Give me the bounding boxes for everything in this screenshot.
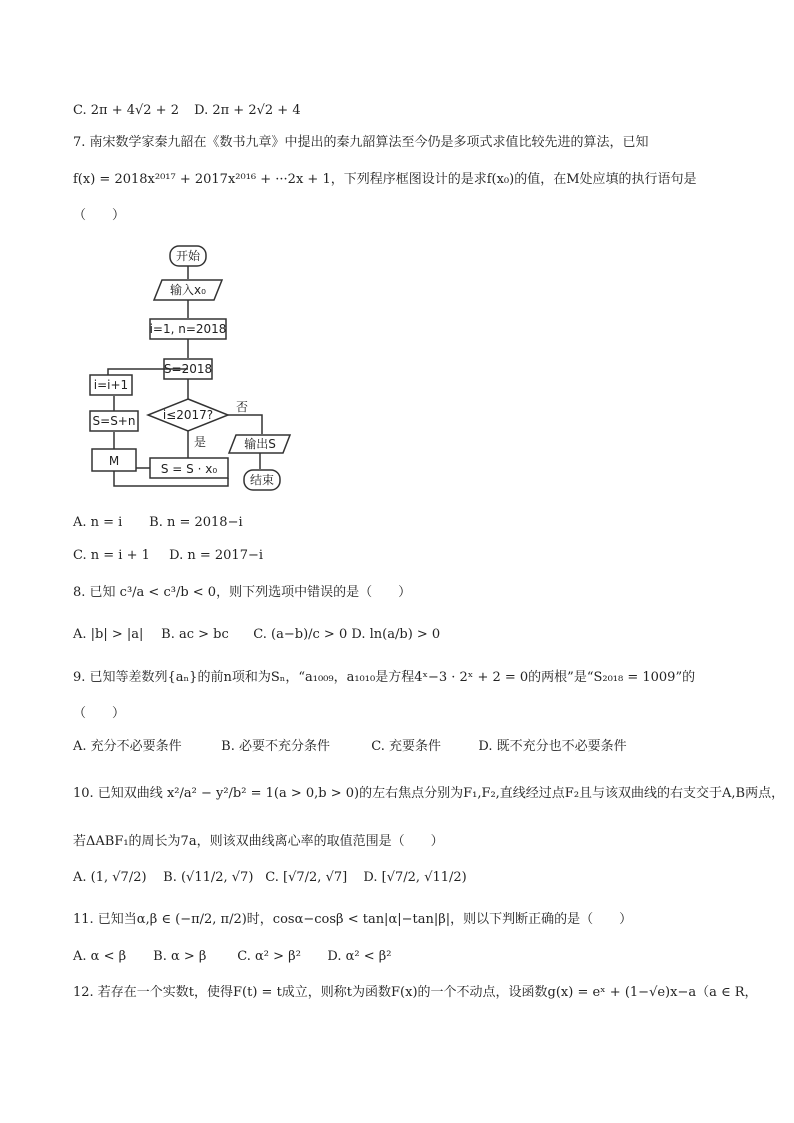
q8-options (73, 625, 440, 645)
q6-option-d: D. 2π + 2√2 + 4 (194, 103, 301, 118)
q6-option-c: C. 2π + 4√2 + 2 (73, 103, 179, 118)
flow-no-label: 否 (235, 400, 249, 414)
q11-stem: 11. 已知当α,β ∈ (−π/2, π/2)时，cosα−cosβ < tan|α|−tan|β|，则以下判断正确的是（ ） (73, 912, 633, 927)
q6-options (73, 101, 301, 121)
flow-condition-text: i≤2017? (162, 408, 214, 422)
flow-end-text: 结束 (249, 473, 275, 487)
q7-stem-line1: 7. 南宋数学家秦九韶在《数书九章》中提出的秦九韶算法至今仍是多项式求值比较先进的算法，已知 (73, 135, 649, 150)
q9-option-a: A. 充分不必要条件 (73, 739, 182, 754)
flow-i-inc-text: i=i+1 (93, 378, 129, 392)
flow-yes-label: 是 (193, 435, 207, 449)
q8-option-a: A. |b| > |a| (73, 627, 144, 642)
q11-option-a: A. α < β (73, 949, 127, 964)
q7-options-cd (73, 546, 263, 566)
q7-option-c: C. n = i + 1 (73, 548, 150, 563)
q11-option-d: D. α² < β² (327, 949, 392, 964)
q10-option-c: C. [√7/2, √7] (265, 870, 348, 885)
q7-flowchart (84, 238, 304, 496)
q11-option-c: C. α² > β² (237, 949, 301, 964)
q10-option-b: B. (√11/2, √7) (163, 870, 254, 885)
q11-option-b: B. α > β (153, 949, 207, 964)
flow-s-mul-text: S = S · x₀ (160, 462, 218, 476)
q9-option-d: D. 既不充分也不必要条件 (478, 739, 627, 754)
q8-stem: 8. 已知 c³/a < c³/b < 0，则下列选项中错误的是（ ） (73, 585, 412, 600)
flow-m-text: M (108, 454, 120, 468)
q10-stem-line2: 若ΔABF₁的周长为7a，则该双曲线离心率的取值范围是（ ） (73, 834, 444, 849)
q9-options (73, 737, 627, 757)
q10-option-a: A. (1, √7/2) (73, 870, 147, 885)
q7-answer-paren: （ ） (73, 208, 126, 223)
q8-option-b: B. ac > bc (161, 627, 229, 642)
q9-stem: 9. 已知等差数列{aₙ}的前n项和为Sₙ，“a₁₀₀₉，a₁₀₁₀是方程4ˣ−3 · 2ˣ + 2 = 0的两根”是“S₂₀₁₈ = 1009”的 (73, 670, 696, 685)
flow-start-text: 开始 (175, 249, 201, 263)
q11-options (73, 947, 392, 967)
flow-init-text: i=1, n=2018 (149, 322, 227, 336)
q7-options-ab (73, 513, 243, 533)
q9-option-c: C. 充要条件 (371, 739, 442, 754)
q9-option-b: B. 必要不充分条件 (221, 739, 330, 754)
q7-option-a: A. n = i (73, 515, 123, 530)
flow-output-text: 输出S (244, 437, 276, 451)
q10-option-d: D. [√7/2, √11/2) (363, 870, 467, 885)
q7-stem-line2: f(x) = 2018x²⁰¹⁷ + 2017x²⁰¹⁶ + ···2x + 1，下列程序框图设计的是求f(x₀)的值，在M处应填的执行语句是 (73, 172, 697, 187)
q10-options (73, 868, 467, 888)
q8-option-d: D. ln(a/b) > 0 (351, 627, 441, 642)
q9-answer-paren: （ ） (73, 706, 126, 721)
q7-option-d: D. n = 2017−i (169, 548, 264, 563)
flow-input-text: 输入x₀ (170, 283, 206, 297)
flow-s-init-text: S=2018 (163, 362, 213, 376)
flow-s-add-text: S=S+n (92, 414, 136, 428)
q8-option-c: C. (a−b)/c > 0 (253, 627, 348, 642)
q10-stem-line1: 10. 已知双曲线 x²/a² − y²/b² = 1(a > 0,b > 0)的左右焦点分别为F₁,F₂,直线经过点F₂且与该双曲线的右支交于A,B两点， (73, 786, 785, 801)
q7-option-b: B. n = 2018−i (149, 515, 243, 530)
q12-stem: 12. 若存在一个实数t，使得F(t) = t成立，则称t为函数F(x)的一个不动点，设函数g(x) = eˣ + (1−√e)x−a（a ∈ R， (73, 985, 758, 1000)
